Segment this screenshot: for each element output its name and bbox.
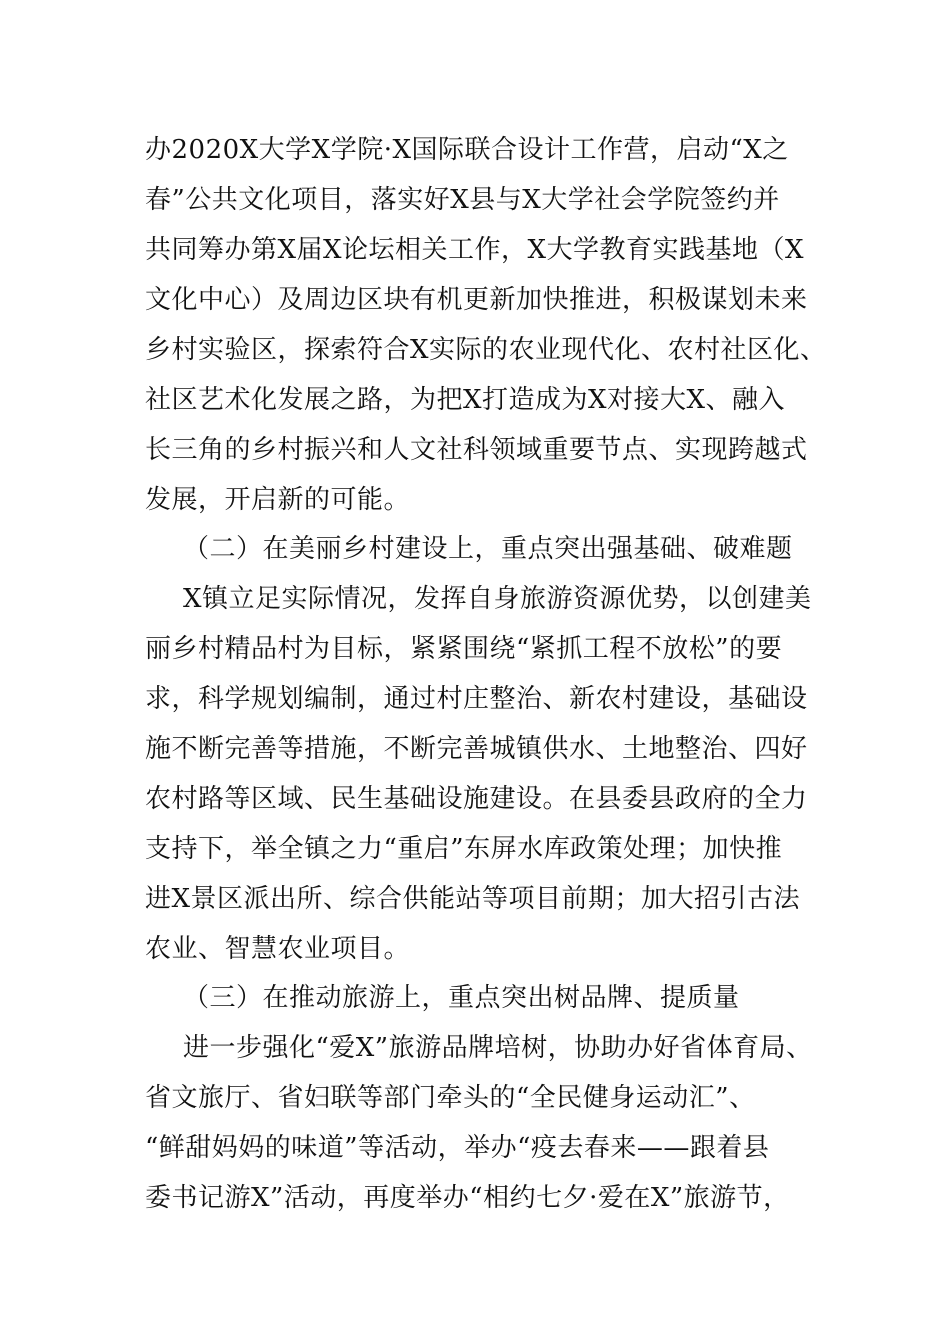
- text-line: 求，科学规划编制，通过村庄整治、新农村建设，基础设: [145, 684, 808, 714]
- text-line: “鲜甜妈妈的味道”等活动，举办“疫去春来——跟着县: [145, 1133, 770, 1163]
- text-line: 春”公共文化项目，落实好X县与X大学社会学院签约并: [145, 185, 780, 215]
- text-line: 进X景区派出所、综合供能站等项目前期；加大招引古法: [145, 884, 801, 914]
- text-line: 施不断完善等措施，不断完善城镇供水、土地整治、四好: [145, 734, 808, 764]
- text-line: 社区艺术化发展之路，为把X打造成为X对接大X、融入: [145, 385, 786, 415]
- text-line: 文化中心）及周边区块有机更新加快推进，积极谋划未来: [145, 285, 808, 315]
- section-heading: （二）在美丽乡村建设上，重点突出强基础、破难题: [183, 534, 793, 564]
- text-line: 长三角的乡村振兴和人文社科领域重要节点、实现跨越式: [145, 435, 808, 465]
- text-line: 发展，开启新的可能。: [145, 485, 411, 515]
- text-line: 农村路等区域、民生基础设施建设。在县委县政府的全力: [145, 784, 808, 814]
- section-heading: （三）在推动旅游上，重点突出树品牌、提质量: [183, 983, 740, 1013]
- text-line: 省文旅厅、省妇联等部门牵头的“全民健身运动汇”、: [145, 1083, 756, 1113]
- text-line: 委书记游X”活动，再度举办“相约七夕·爱在X”旅游节，: [145, 1183, 790, 1213]
- text-line: 乡村实验区，探索符合X实际的农业现代化、农村社区化、: [145, 335, 827, 365]
- text-line: 丽乡村精品村为目标，紧紧围绕“紧抓工程不放松”的要: [145, 634, 783, 664]
- text-line: 办2020X大学X学院·X国际联合设计工作营，启动“X之: [145, 135, 789, 165]
- text-line: 共同筹办第X届X论坛相关工作，X大学教育实践基地（X: [145, 235, 805, 265]
- text-line: 支持下，举全镇之力“重启”东屏水库政策处理；加快推: [145, 834, 783, 864]
- text-line: 农业、智慧农业项目。: [145, 934, 411, 964]
- text-line: X镇立足实际情况，发挥自身旅游资源优势，以创建美: [183, 584, 812, 614]
- text-line: 进一步强化“爱X”旅游品牌培树，协助办好省体育局、: [183, 1033, 813, 1063]
